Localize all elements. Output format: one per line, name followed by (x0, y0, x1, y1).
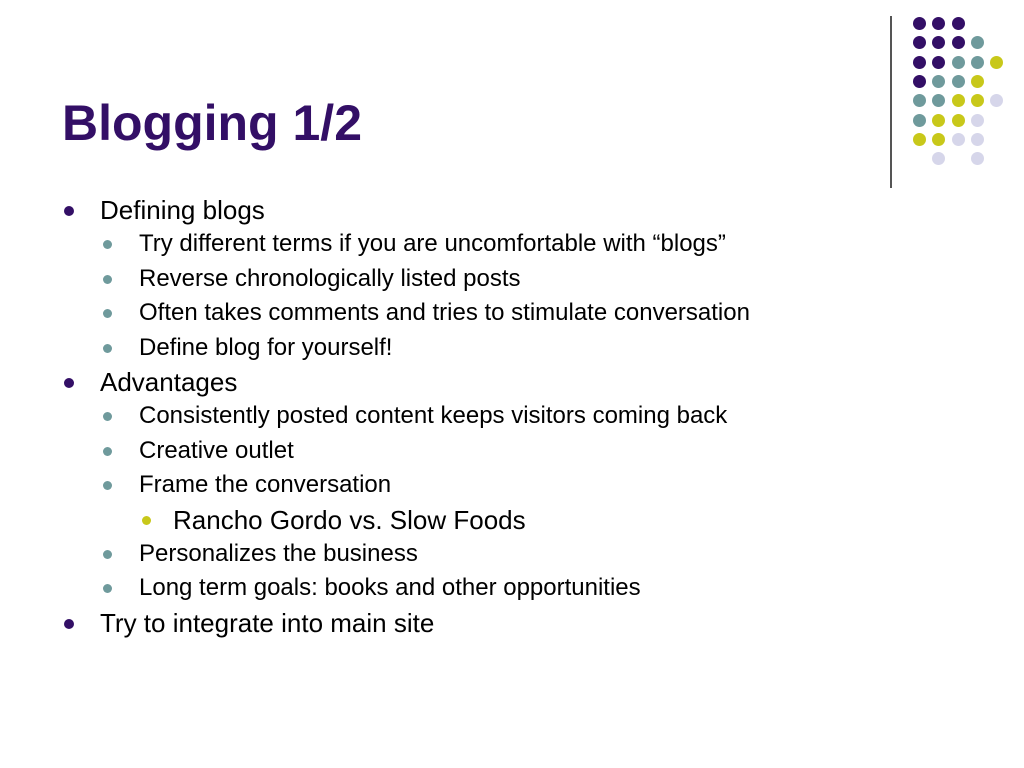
bullet-item-level-2 (0, 227, 1024, 261)
bullet-text: Creative outlet (139, 436, 294, 464)
decorative-dot (932, 75, 945, 88)
bullet-text: Frame the conversation (139, 471, 392, 499)
decorative-dot (990, 94, 1003, 107)
decorative-dot (990, 56, 1003, 69)
title-divider-line (890, 16, 892, 188)
decorative-dot (913, 114, 926, 127)
decorative-dot (971, 133, 984, 146)
bullet-item-level-3 (0, 503, 1024, 537)
bullet-text: Defining blogs (100, 195, 265, 225)
bullet-text: Define blog for yourself! (139, 333, 393, 361)
bullet-dot-icon (103, 275, 112, 284)
decorative-dot (952, 114, 965, 127)
bullet-item-level-2 (0, 434, 1024, 468)
bullet-text: Try to integrate into main site (100, 607, 435, 638)
decorative-dot (971, 94, 984, 107)
bullet-text: Advantages (100, 367, 238, 398)
bullet-item-level-2 (0, 571, 1024, 605)
decorative-dot (913, 17, 926, 30)
decorative-dot (913, 36, 926, 49)
decorative-dot (971, 75, 984, 88)
bullet-item-level-2 (0, 399, 1024, 433)
bullet-dot-icon (64, 619, 74, 629)
slide-title: Blogging 1/2 (62, 95, 362, 151)
bullet-item-level-1 (0, 606, 1024, 640)
bullet-item-level-2 (0, 262, 1024, 296)
decorative-dot (952, 17, 965, 30)
decorative-dot (932, 36, 945, 49)
bullet-dot-icon (142, 516, 151, 525)
decorative-dot (913, 56, 926, 69)
decorative-dot (971, 152, 984, 165)
bullet-dot-icon (103, 344, 112, 353)
bullet-dot-icon (103, 412, 112, 421)
bullet-text: Long term goals: books and other opportunities (139, 574, 641, 602)
bullet-dot-icon (103, 447, 112, 456)
decorative-dot (913, 75, 926, 88)
bullet-item-level-2 (0, 468, 1024, 502)
bullet-text: Reverse chronologically listed posts (139, 264, 521, 292)
bullet-text: Rancho Gordo vs. Slow Foods (173, 504, 526, 535)
decorative-dot (952, 36, 965, 49)
decorative-dot (932, 152, 945, 165)
bullet-dot-icon (103, 481, 112, 490)
bullet-dot-icon (103, 240, 112, 249)
bullet-dot-icon (103, 309, 112, 318)
bullet-list (0, 193, 1024, 640)
decorative-dot (952, 56, 965, 69)
bullet-item-level-2 (0, 331, 1024, 365)
decorative-dot (971, 114, 984, 127)
decorative-dot (932, 94, 945, 107)
bullet-item-level-2 (0, 537, 1024, 571)
bullet-dot-icon (64, 378, 74, 388)
decorative-dot (932, 114, 945, 127)
decorative-dot (932, 56, 945, 69)
bullet-item-level-1 (0, 365, 1024, 399)
bullet-text: Often takes comments and tries to stimulate conversation (139, 299, 750, 327)
bullet-text: Consistently posted content keeps visitors coming back (139, 402, 728, 430)
decorative-dot (913, 94, 926, 107)
bullet-dot-icon (103, 550, 112, 559)
decorative-dot (913, 133, 926, 146)
decorative-dot (932, 17, 945, 30)
bullet-dot-icon (64, 206, 74, 216)
bullet-text: Try different terms if you are uncomfortable with “blogs” (139, 230, 726, 258)
bullet-text: Personalizes the business (139, 540, 418, 568)
decorative-dot (932, 133, 945, 146)
decorative-dot (952, 133, 965, 146)
bullet-item-level-1 (0, 193, 1024, 227)
bullet-item-level-2 (0, 296, 1024, 330)
bullet-dot-icon (103, 584, 112, 593)
decorative-dot (952, 75, 965, 88)
decorative-dot (952, 94, 965, 107)
decorative-dot (971, 36, 984, 49)
decorative-dot (971, 56, 984, 69)
